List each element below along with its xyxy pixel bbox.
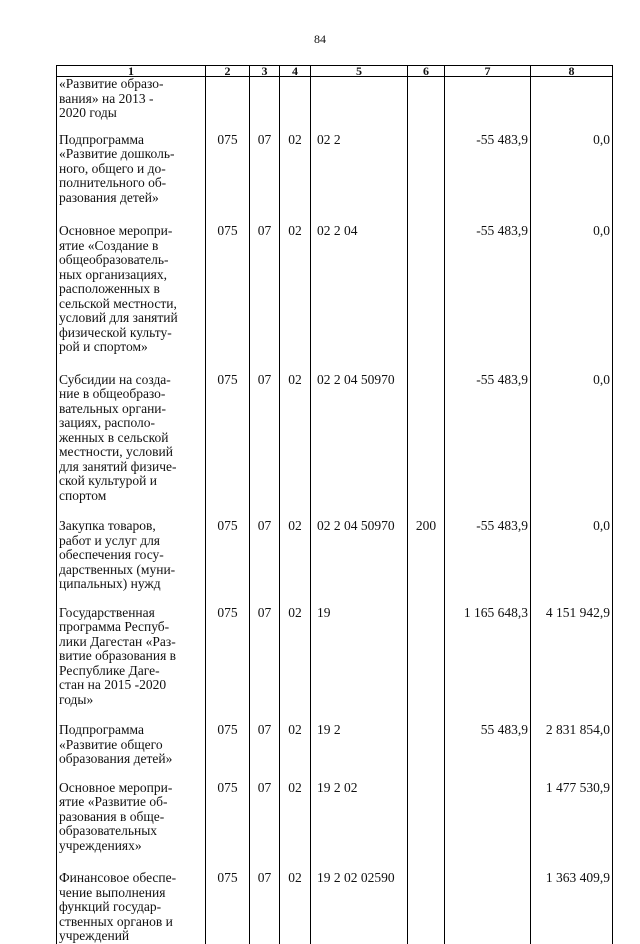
- cell-amount-col8: 4 151 942,9: [531, 606, 613, 724]
- name-line: рой и спортом»: [59, 339, 148, 354]
- cell-amount-col7: 1 165 648,3: [445, 606, 531, 724]
- cell-name: [57, 606, 206, 724]
- cell-section: 07: [250, 224, 280, 373]
- column-header: 6: [408, 66, 445, 77]
- name-line: Республике Даге-: [59, 662, 160, 678]
- cell-name: [57, 519, 206, 606]
- cell-ved: 075: [206, 519, 250, 606]
- cell-amount-col8: 0,0: [531, 133, 613, 225]
- cell-section: [250, 77, 280, 133]
- name-line: Подпрограмма: [59, 722, 144, 737]
- table-row: [57, 781, 613, 872]
- name-line: условий для занятий: [59, 310, 178, 325]
- name-line: «Развитие общего: [59, 736, 163, 752]
- name-line: годы»: [59, 691, 94, 707]
- name-line: разования в обще-: [59, 808, 165, 824]
- name-line: ятие «Развитие об-: [59, 794, 168, 809]
- cell-section: 07: [250, 519, 280, 606]
- table-row: [57, 77, 613, 133]
- name-line: образовательных: [59, 823, 158, 838]
- cell-name: [57, 723, 206, 781]
- cell-amount-col7: [445, 871, 531, 944]
- cell-expense-type: [408, 606, 445, 724]
- cell-amount-col7: -55 483,9: [445, 373, 531, 520]
- name-line: местности, условий: [59, 444, 173, 459]
- name-line: ской культурой и: [59, 473, 157, 488]
- cell-amount-col8: 1 363 409,9: [531, 871, 613, 944]
- cell-expense-type: [408, 723, 445, 781]
- name-line: Закупка товаров,: [59, 518, 156, 533]
- cell-subsection: 02: [280, 519, 311, 606]
- cell-ved: 075: [206, 606, 250, 724]
- cell-expense-type: [408, 373, 445, 520]
- cell-section: 07: [250, 871, 280, 944]
- cell-subsection: 02: [280, 133, 311, 225]
- cell-amount-col8: 0,0: [531, 224, 613, 373]
- cell-amount-col8: [531, 77, 613, 133]
- column-header: 8: [531, 66, 613, 77]
- cell-section: 07: [250, 133, 280, 225]
- cell-amount-col7: 55 483,9: [445, 723, 531, 781]
- budget-table: [56, 65, 613, 944]
- table-row: [57, 373, 613, 520]
- cell-subsection: 02: [280, 871, 311, 944]
- cell-target-article: 02 2: [311, 133, 408, 225]
- name-line: Субсидии на созда-: [59, 371, 171, 387]
- cell-amount-col8: 0,0: [531, 373, 613, 520]
- cell-amount-col7: -55 483,9: [445, 519, 531, 606]
- cell-ved: 075: [206, 133, 250, 225]
- cell-amount-col7: -55 483,9: [445, 224, 531, 373]
- name-line: зациях, располо-: [59, 415, 155, 430]
- cell-name: [57, 133, 206, 225]
- cell-name: [57, 224, 206, 373]
- table-row: [57, 224, 613, 373]
- name-line: Государственная: [59, 604, 155, 620]
- name-line: витие образования в: [59, 648, 177, 663]
- name-line: сельской местности,: [59, 295, 177, 311]
- cell-subsection: 02: [280, 224, 311, 373]
- cell-name: [57, 373, 206, 520]
- column-number-header: [57, 66, 613, 77]
- cell-ved: 075: [206, 373, 250, 520]
- page-number: 84: [314, 32, 326, 46]
- name-line: чение выполнения: [59, 884, 166, 900]
- cell-ved: 075: [206, 781, 250, 872]
- cell-amount-col8: 2 831 854,0: [531, 723, 613, 781]
- name-line: функций государ-: [59, 899, 162, 914]
- cell-target-article: 02 2 04: [311, 224, 408, 373]
- cell-subsection: [280, 77, 311, 133]
- column-header: 5: [311, 66, 408, 77]
- name-line: Основное меропри-: [59, 779, 173, 795]
- name-line: «Развитие дошколь-: [59, 146, 175, 161]
- cell-section: 07: [250, 781, 280, 872]
- cell-expense-type: [408, 77, 445, 133]
- column-header: 3: [250, 66, 280, 77]
- cell-target-article: 19 2: [311, 723, 408, 781]
- cell-target-article: 19 2 02: [311, 781, 408, 872]
- name-line: дарственных (муни-: [59, 561, 176, 577]
- table-row: [57, 606, 613, 724]
- name-line: стан на 2015 -2020: [59, 677, 167, 692]
- name-line: учреждений: [59, 928, 130, 943]
- table-row: [57, 871, 613, 944]
- cell-ved: 075: [206, 224, 250, 373]
- cell-section: 07: [250, 723, 280, 781]
- cell-section: 07: [250, 373, 280, 520]
- name-line: вания» на 2013 -: [59, 90, 154, 106]
- name-line: общеобразователь-: [59, 252, 169, 267]
- name-line: Основное меропри-: [59, 223, 173, 238]
- name-line: ятие «Создание в: [59, 237, 159, 253]
- cell-ved: 075: [206, 871, 250, 944]
- cell-amount-col7: [445, 781, 531, 872]
- name-line: ственных органов и: [59, 913, 173, 929]
- name-line: образования детей»: [59, 751, 173, 766]
- name-line: физической культу-: [59, 324, 172, 340]
- name-line: женных в сельской: [59, 429, 169, 445]
- cell-amount-col7: [445, 77, 531, 133]
- column-header: 2: [206, 66, 250, 77]
- cell-subsection: 02: [280, 373, 311, 520]
- table-body: [57, 77, 613, 944]
- cell-ved: 075: [206, 723, 250, 781]
- cell-section: 07: [250, 606, 280, 724]
- cell-target-article: 02 2 04 50970: [311, 519, 408, 606]
- table-row: [57, 519, 613, 606]
- name-line: ние в общеобразо-: [59, 386, 166, 401]
- cell-amount-col8: 1 477 530,9: [531, 781, 613, 872]
- name-line: спортом: [59, 487, 107, 503]
- cell-ved: [206, 77, 250, 133]
- cell-expense-type: [408, 224, 445, 373]
- name-line: ных организациях,: [59, 266, 168, 282]
- name-line: расположенных в: [59, 281, 160, 296]
- table-row: [57, 723, 613, 781]
- cell-expense-type: [408, 871, 445, 944]
- cell-target-article: [311, 77, 408, 133]
- name-line: полнительного об-: [59, 175, 167, 190]
- cell-target-article: 19 2 02 02590: [311, 871, 408, 944]
- name-line: Финансовое обеспе-: [59, 870, 177, 885]
- name-line: вательных органи-: [59, 400, 167, 416]
- name-line: учреждениях»: [59, 837, 142, 853]
- cell-target-article: 19: [311, 606, 408, 724]
- cell-expense-type: 200: [408, 519, 445, 606]
- name-line: программа Респуб-: [59, 619, 170, 634]
- name-line: обеспечения госу-: [59, 547, 164, 562]
- cell-subsection: 02: [280, 606, 311, 724]
- cell-expense-type: [408, 133, 445, 225]
- table-row: [57, 133, 613, 225]
- name-line: 2020 годы: [59, 105, 117, 120]
- name-line: ного, общего и до-: [59, 160, 166, 176]
- cell-subsection: 02: [280, 723, 311, 781]
- name-line: «Развитие образо-: [59, 76, 164, 91]
- cell-name: [57, 871, 206, 944]
- cell-target-article: 02 2 04 50970: [311, 373, 408, 520]
- name-line: ципальных) нужд: [59, 576, 161, 591]
- cell-name: [57, 781, 206, 872]
- cell-expense-type: [408, 781, 445, 872]
- cell-amount-col7: -55 483,9: [445, 133, 531, 225]
- name-line: работ и услуг для: [59, 532, 161, 548]
- cell-amount-col8: 0,0: [531, 519, 613, 606]
- column-header: 4: [280, 66, 311, 77]
- cell-subsection: 02: [280, 781, 311, 872]
- cell-name: [57, 77, 206, 133]
- column-header: 1: [57, 66, 206, 77]
- column-header: 7: [445, 66, 531, 77]
- name-line: лики Дагестан «Раз-: [59, 633, 176, 649]
- name-line: Подпрограмма: [59, 131, 144, 147]
- name-line: разования детей»: [59, 189, 159, 205]
- name-line: для занятий физиче-: [59, 458, 177, 474]
